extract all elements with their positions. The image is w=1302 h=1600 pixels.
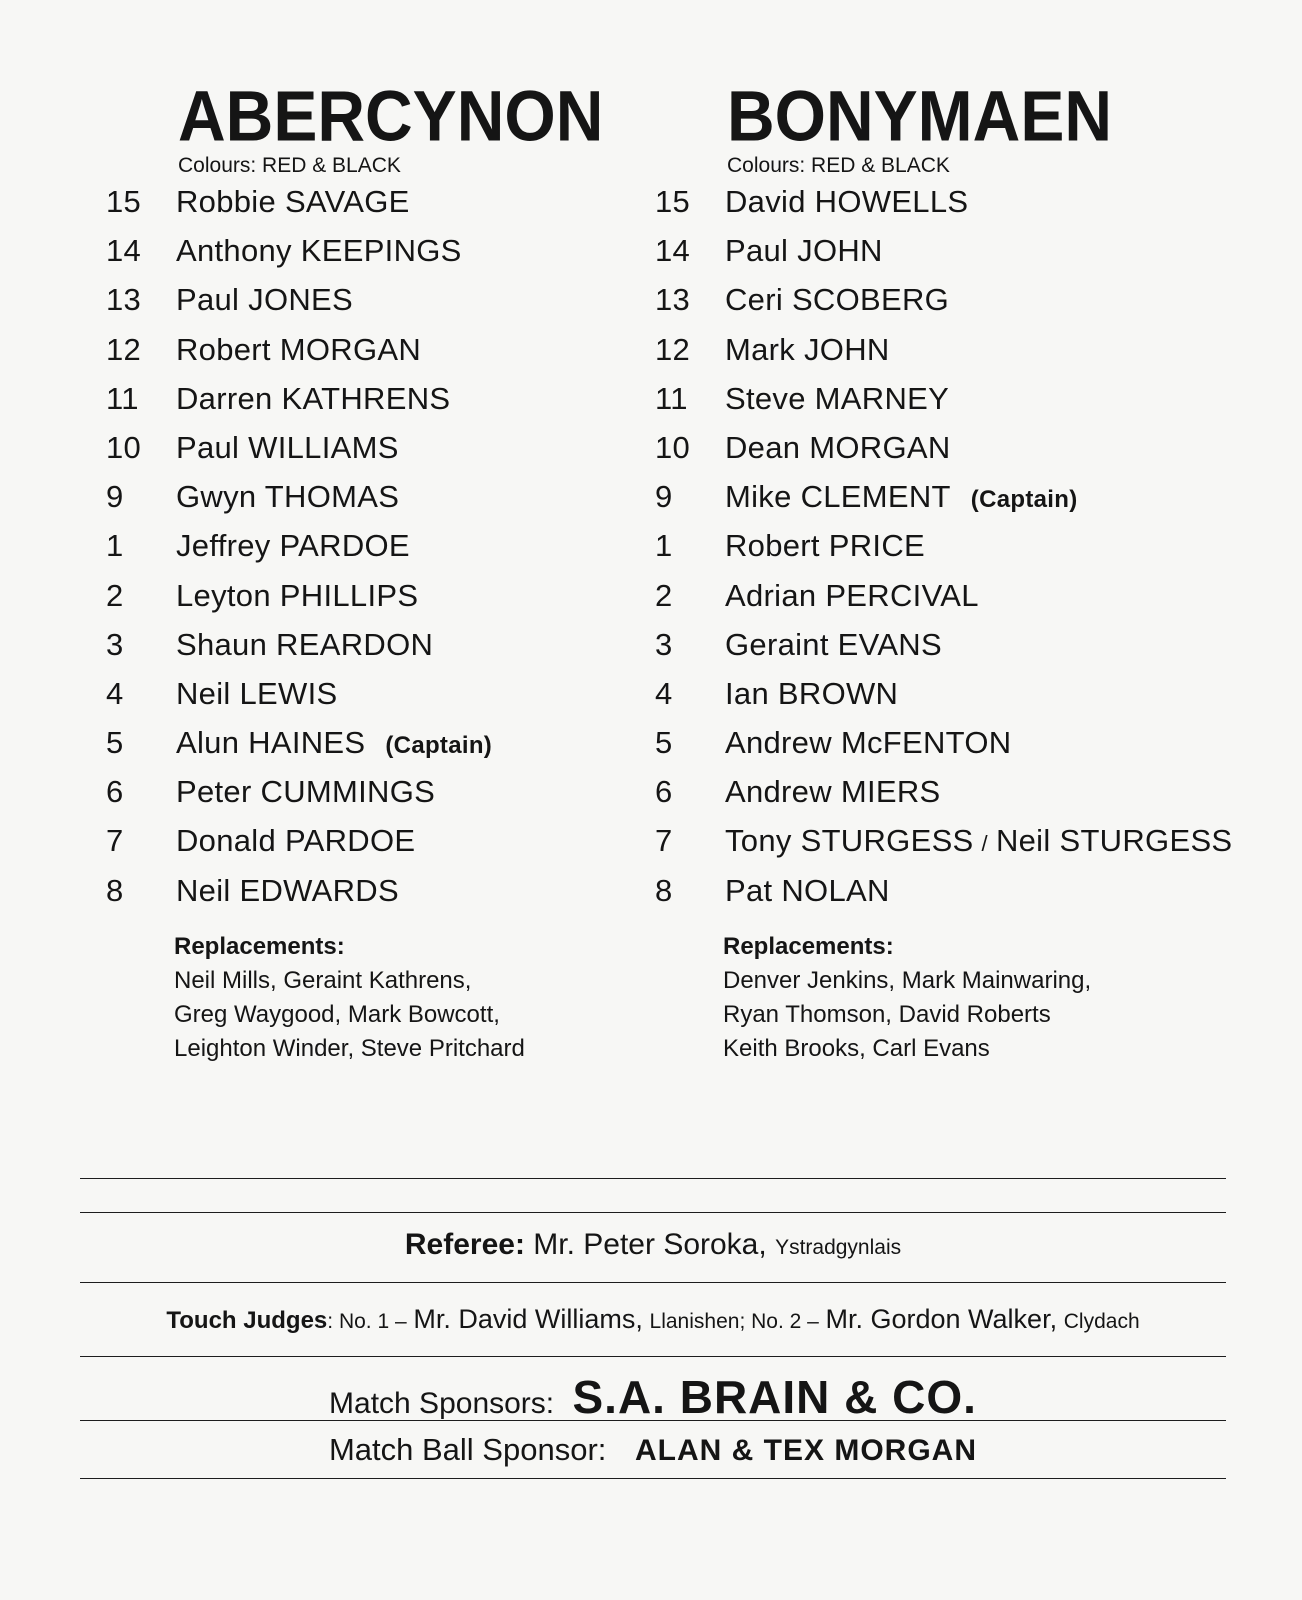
captain-marker: (Captain) <box>970 486 1078 514</box>
player-name: Alun HAINES <box>176 725 366 761</box>
away-player-row <box>655 479 1295 528</box>
home-team-colours: Colours: RED & BLACK <box>178 154 401 177</box>
touch-judges-line <box>80 1304 1226 1335</box>
away-player-row <box>655 430 1295 479</box>
away-replacements-line: Ryan Thomson, David Roberts <box>723 1000 1051 1028</box>
player-number: 11 <box>655 380 688 416</box>
away-replacements-line: Keith Brooks, Carl Evans <box>723 1034 990 1062</box>
away-player-row <box>655 774 1295 823</box>
divider-rule <box>80 1178 1226 1179</box>
away-player-row <box>655 233 1295 282</box>
player-number: 2 <box>655 577 673 613</box>
home-player-row <box>106 282 666 331</box>
player-number: 11 <box>106 380 139 416</box>
player-number: 2 <box>106 577 124 613</box>
player-number: 15 <box>106 184 142 219</box>
player-number: 9 <box>106 479 124 515</box>
touch-judges-label: Touch Judges <box>166 1307 328 1334</box>
player-number: 4 <box>106 675 124 711</box>
player-number: 12 <box>106 331 142 367</box>
player-name: Ceri SCOBERG <box>725 282 950 318</box>
player-name: Geraint EVANS <box>725 626 942 662</box>
player-name: Paul JOHN <box>725 233 883 269</box>
away-player-row <box>655 282 1295 331</box>
player-name: Neil EDWARDS <box>176 872 399 908</box>
captain-marker: (Captain) <box>385 732 493 760</box>
home-player-row <box>106 627 666 676</box>
player-name: Tony STURGESS <box>725 823 974 859</box>
away-team-colours: Colours: RED & BLACK <box>727 154 950 177</box>
match-sponsors-line <box>80 1370 1226 1424</box>
player-name: Mike CLEMENT <box>725 479 951 515</box>
away-player-row <box>655 578 1295 627</box>
player-number: 1 <box>655 528 673 564</box>
match-ball-sponsor-name: ALAN & TEX MORGAN <box>635 1434 978 1467</box>
player-number: 8 <box>655 872 673 908</box>
player-name: Andrew McFENTON <box>725 725 1012 761</box>
player-number: 13 <box>655 282 691 318</box>
home-replacements-line: Neil Mills, Geraint Kathrens, <box>174 966 472 994</box>
player-number: 4 <box>655 675 673 711</box>
player-name: Gwyn THOMAS <box>176 479 400 515</box>
player-number: 3 <box>106 626 124 662</box>
player-number: 14 <box>655 233 691 269</box>
away-player-row <box>655 627 1295 676</box>
away-player-row <box>655 528 1295 577</box>
player-alternate-separator: / <box>981 831 988 857</box>
player-number: 9 <box>655 479 673 515</box>
home-player-row <box>106 873 666 922</box>
referee-line <box>80 1228 1226 1262</box>
touch-judge-2-name: Mr. Gordon Walker, <box>825 1304 1058 1334</box>
player-number: 6 <box>106 774 124 810</box>
player-name: David HOWELLS <box>725 184 969 219</box>
home-player-row <box>106 774 666 823</box>
away-team-column <box>655 75 1295 1066</box>
player-name: Steve MARNEY <box>725 380 950 416</box>
player-number: 14 <box>106 233 142 269</box>
away-replacements-heading: Replacements: <box>723 932 894 960</box>
away-player-row <box>655 184 1295 233</box>
player-number: 5 <box>655 725 673 761</box>
away-replacements <box>723 930 1295 1066</box>
player-name: Anthony KEEPINGS <box>176 233 462 269</box>
away-replacements-line: Denver Jenkins, Mark Mainwaring, <box>723 966 1092 994</box>
touch-judge-1-name: Mr. David Williams, <box>413 1304 643 1334</box>
home-team-column <box>106 75 666 1066</box>
player-name: Darren KATHRENS <box>176 380 451 416</box>
player-number: 12 <box>655 331 691 367</box>
home-replacements-heading: Replacements: <box>174 932 345 960</box>
home-player-row <box>106 479 666 528</box>
away-player-row <box>655 381 1295 430</box>
player-name: Adrian PERCIVAL <box>725 577 979 613</box>
touch-judge-no1-label: : No. 1 – <box>327 1310 407 1333</box>
player-name: Mark JOHN <box>725 331 890 367</box>
player-number: 10 <box>655 429 691 465</box>
player-name: Robert MORGAN <box>176 331 422 367</box>
away-player-row <box>655 676 1295 725</box>
player-name: Paul WILLIAMS <box>176 429 399 465</box>
home-player-row <box>106 528 666 577</box>
player-number: 1 <box>106 528 124 564</box>
home-player-row <box>106 381 666 430</box>
player-name: Leyton PHILLIPS <box>176 577 419 613</box>
home-player-row <box>106 184 666 233</box>
player-number: 10 <box>106 429 142 465</box>
away-player-list <box>655 184 1295 922</box>
divider-rule <box>80 1478 1226 1479</box>
home-player-row <box>106 676 666 725</box>
player-name: Dean MORGAN <box>725 429 951 465</box>
away-team-name: BONYMAEN <box>727 75 1113 156</box>
match-sponsors-label: Match Sponsors: <box>329 1387 555 1420</box>
home-player-row <box>106 725 666 774</box>
referee-name: Mr. Peter Soroka, <box>533 1228 767 1261</box>
divider-rule <box>80 1356 1226 1357</box>
player-number: 8 <box>106 872 124 908</box>
player-name: Shaun REARDON <box>176 626 434 662</box>
player-name: Peter CUMMINGS <box>176 774 436 810</box>
player-name: Robert PRICE <box>725 528 925 564</box>
divider-rule <box>80 1212 1226 1213</box>
home-player-row <box>106 578 666 627</box>
player-name: Ian BROWN <box>725 675 899 711</box>
match-sponsors-name: S.A. BRAIN & CO. <box>572 1371 977 1423</box>
player-name: Paul JONES <box>176 282 354 318</box>
player-number: 15 <box>655 184 691 219</box>
player-number: 3 <box>655 626 673 662</box>
player-number: 7 <box>655 823 673 859</box>
home-replacements <box>174 930 666 1066</box>
home-team-name: ABERCYNON <box>178 75 604 156</box>
match-ball-sponsor-line <box>80 1432 1226 1468</box>
player-alternate-name: Neil STURGESS <box>995 823 1233 859</box>
home-player-row <box>106 332 666 381</box>
home-replacements-line: Greg Waygood, Mark Bowcott, <box>174 1000 500 1028</box>
player-number: 6 <box>655 774 673 810</box>
home-player-row <box>106 430 666 479</box>
home-replacements-line: Leighton Winder, Steve Pritchard <box>174 1034 525 1062</box>
home-player-list <box>106 184 666 922</box>
divider-rule <box>80 1282 1226 1283</box>
player-name: Donald PARDOE <box>176 823 416 859</box>
player-number: 5 <box>106 725 124 761</box>
away-player-row <box>655 823 1295 872</box>
touch-judge-1-place: Llanishen; No. 2 – <box>649 1310 819 1333</box>
player-name: Neil LEWIS <box>176 675 338 711</box>
player-name: Jeffrey PARDOE <box>176 528 410 564</box>
player-number: 7 <box>106 823 124 859</box>
away-player-row <box>655 873 1295 922</box>
player-name: Andrew MIERS <box>725 774 941 810</box>
touch-judge-2-place: Clydach <box>1063 1310 1140 1333</box>
player-name: Robbie SAVAGE <box>176 184 410 219</box>
home-player-row <box>106 823 666 872</box>
player-name: Pat NOLAN <box>725 872 890 908</box>
home-player-row <box>106 233 666 282</box>
player-number: 13 <box>106 282 142 318</box>
referee-label: Referee: <box>404 1228 525 1261</box>
referee-place: Ystradgynlais <box>775 1236 902 1259</box>
away-player-row <box>655 725 1295 774</box>
match-ball-sponsor-label: Match Ball Sponsor: <box>328 1432 607 1467</box>
away-player-row <box>655 332 1295 381</box>
